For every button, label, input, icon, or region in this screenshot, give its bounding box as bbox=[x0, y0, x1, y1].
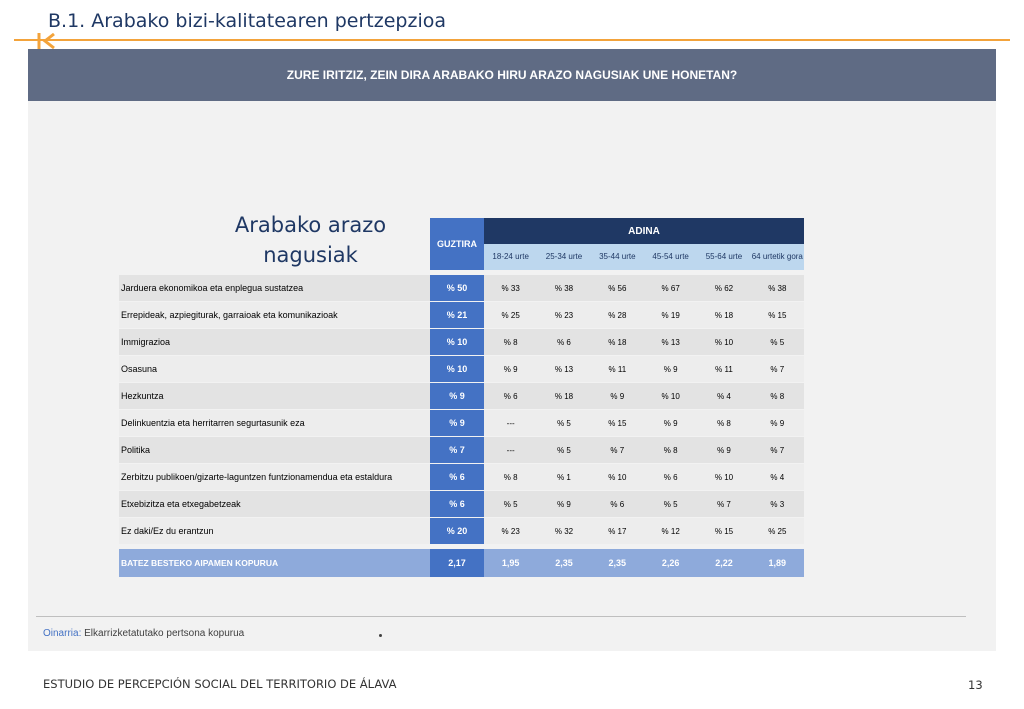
row-total: % 6 bbox=[430, 491, 484, 517]
age-column-header: 35-44 urte bbox=[599, 252, 636, 261]
page-title: B.1. Arabako bizi-kalitatearen pertzepzioa bbox=[48, 10, 446, 32]
table-cell: % 3 bbox=[751, 491, 804, 517]
table-cell: % 5 bbox=[537, 437, 590, 463]
table-cell: % 56 bbox=[591, 275, 644, 301]
table-row bbox=[119, 302, 804, 328]
row-total: % 9 bbox=[430, 410, 484, 436]
table-heading: Arabako arazo nagusiak bbox=[234, 213, 387, 267]
table-cell: % 13 bbox=[537, 356, 590, 382]
row-label: Zerbitzu publikoen/gizarte-laguntzen funtzionamendua eta estaldura bbox=[119, 464, 430, 490]
table-cell: % 62 bbox=[697, 275, 750, 301]
table-cell: % 7 bbox=[751, 437, 804, 463]
table-row bbox=[119, 329, 804, 355]
table-cell: % 38 bbox=[537, 275, 590, 301]
age-column-header: 64 urtetik gora bbox=[751, 252, 803, 261]
table-cell: % 12 bbox=[644, 518, 697, 544]
row-total: % 50 bbox=[430, 275, 484, 301]
table-cell: % 4 bbox=[751, 464, 804, 490]
table-cell: % 13 bbox=[644, 329, 697, 355]
row-label: Ez daki/Ez du erantzun bbox=[119, 518, 430, 544]
row-total: % 7 bbox=[430, 437, 484, 463]
footer-study-title: ESTUDIO DE PERCEPCIÓN SOCIAL DEL TERRITORIO DE ÁLAVA bbox=[43, 677, 397, 691]
summary-cell: 2,22 bbox=[697, 549, 750, 577]
table-cell: % 9 bbox=[697, 437, 750, 463]
summary-cell: 1,95 bbox=[484, 549, 537, 577]
table-cell: % 67 bbox=[644, 275, 697, 301]
data-table-body bbox=[119, 275, 804, 545]
source-note bbox=[43, 628, 244, 639]
table-cell: % 10 bbox=[697, 464, 750, 490]
row-label: Etxebizitza eta etxegabetzeak bbox=[119, 491, 430, 517]
age-column-headers bbox=[484, 244, 804, 270]
header-divider bbox=[14, 39, 1010, 41]
table-row bbox=[119, 410, 804, 436]
table-cell: % 10 bbox=[644, 383, 697, 409]
table-row bbox=[119, 356, 804, 382]
table-cell: % 10 bbox=[697, 329, 750, 355]
table-cell: % 6 bbox=[644, 464, 697, 490]
row-total: % 6 bbox=[430, 464, 484, 490]
table-row bbox=[119, 437, 804, 463]
table-cell: % 8 bbox=[484, 329, 537, 355]
table-cell: % 9 bbox=[644, 410, 697, 436]
row-label: Jarduera ekonomikoa eta enplegua sustatzea bbox=[119, 275, 430, 301]
table-cell: --- bbox=[484, 437, 537, 463]
table-cell: % 5 bbox=[751, 329, 804, 355]
table-cell: % 5 bbox=[484, 491, 537, 517]
table-row bbox=[119, 383, 804, 409]
table-cell: --- bbox=[484, 410, 537, 436]
table-row bbox=[119, 491, 804, 517]
table-cell: % 6 bbox=[484, 383, 537, 409]
table-cell: % 9 bbox=[537, 491, 590, 517]
table-cell: % 7 bbox=[697, 491, 750, 517]
table-cell: % 19 bbox=[644, 302, 697, 328]
table-cell: % 5 bbox=[644, 491, 697, 517]
table-cell: % 9 bbox=[751, 410, 804, 436]
row-total: % 10 bbox=[430, 329, 484, 355]
table-cell: % 11 bbox=[591, 356, 644, 382]
row-label: Immigrazioa bbox=[119, 329, 430, 355]
table-cell: % 4 bbox=[697, 383, 750, 409]
table-cell: % 32 bbox=[537, 518, 590, 544]
table-cell: % 23 bbox=[484, 518, 537, 544]
logo-icon bbox=[36, 33, 58, 49]
table-cell: % 18 bbox=[697, 302, 750, 328]
table-cell: % 9 bbox=[644, 356, 697, 382]
table-cell: % 25 bbox=[484, 302, 537, 328]
table-cell: % 5 bbox=[537, 410, 590, 436]
summary-cell: 1,89 bbox=[751, 549, 804, 577]
summary-cell: 2,26 bbox=[644, 549, 697, 577]
source-text: Elkarrizketatutako pertsona kopurua bbox=[84, 628, 245, 639]
dot-mark bbox=[379, 634, 382, 637]
table-cell: % 6 bbox=[537, 329, 590, 355]
row-total: % 9 bbox=[430, 383, 484, 409]
table-cell: % 8 bbox=[697, 410, 750, 436]
age-column-header: 45-54 urte bbox=[652, 252, 689, 261]
row-label: Osasuna bbox=[119, 356, 430, 382]
question-banner: ZURE IRITZIZ, ZEIN DIRA ARABAKO HIRU ARAZO NAGUSIAK UNE HONETAN? bbox=[28, 49, 996, 101]
age-column-header: 25-34 urte bbox=[545, 252, 583, 261]
table-cell: % 10 bbox=[591, 464, 644, 490]
table-row bbox=[119, 464, 804, 490]
table-cell: % 1 bbox=[537, 464, 590, 490]
table-cell: % 8 bbox=[484, 464, 537, 490]
row-label: Delinkuentzia eta herritarren segurtasunik eza bbox=[119, 410, 430, 436]
table-cell: % 8 bbox=[751, 383, 804, 409]
source-label: Oinarria: bbox=[43, 628, 82, 639]
table-cell: % 38 bbox=[751, 275, 804, 301]
page-number: 13 bbox=[968, 678, 983, 692]
table-cell: % 18 bbox=[537, 383, 590, 409]
table-cell: % 17 bbox=[591, 518, 644, 544]
table-cell: % 15 bbox=[697, 518, 750, 544]
summary-row bbox=[119, 549, 804, 577]
row-total: % 10 bbox=[430, 356, 484, 382]
age-group-header: ADINA bbox=[484, 218, 804, 244]
summary-cell: 2,35 bbox=[537, 549, 590, 577]
row-label: Politika bbox=[119, 437, 430, 463]
table-cell: % 11 bbox=[697, 356, 750, 382]
row-total: % 20 bbox=[430, 518, 484, 544]
table-cell: % 15 bbox=[751, 302, 804, 328]
summary-cell: 2,35 bbox=[591, 549, 644, 577]
table-cell: % 23 bbox=[537, 302, 590, 328]
table-cell: % 25 bbox=[751, 518, 804, 544]
table-cell: % 6 bbox=[591, 491, 644, 517]
table-cell: % 8 bbox=[644, 437, 697, 463]
table-cell: % 9 bbox=[484, 356, 537, 382]
table-cell: % 7 bbox=[751, 356, 804, 382]
panel-divider bbox=[36, 616, 966, 617]
table-row bbox=[119, 518, 804, 544]
total-column-header: GUZTIRA bbox=[430, 218, 484, 270]
table-row bbox=[119, 275, 804, 301]
table-cell: % 15 bbox=[591, 410, 644, 436]
row-label: Errepideak, azpiegiturak, garraioak eta komunikazioak bbox=[119, 302, 430, 328]
summary-label: BATEZ BESTEKO AIPAMEN KOPURUA bbox=[119, 549, 430, 577]
row-total: % 21 bbox=[430, 302, 484, 328]
table-cell: % 9 bbox=[591, 383, 644, 409]
table-cell: % 33 bbox=[484, 275, 537, 301]
age-column-header: 18-24 urte bbox=[492, 252, 529, 261]
table-cell: % 7 bbox=[591, 437, 644, 463]
row-label: Hezkuntza bbox=[119, 383, 430, 409]
table-cell: % 28 bbox=[591, 302, 644, 328]
age-column-header: 55-64 urte bbox=[705, 252, 743, 261]
table-cell: % 18 bbox=[591, 329, 644, 355]
summary-total: 2,17 bbox=[430, 549, 484, 577]
